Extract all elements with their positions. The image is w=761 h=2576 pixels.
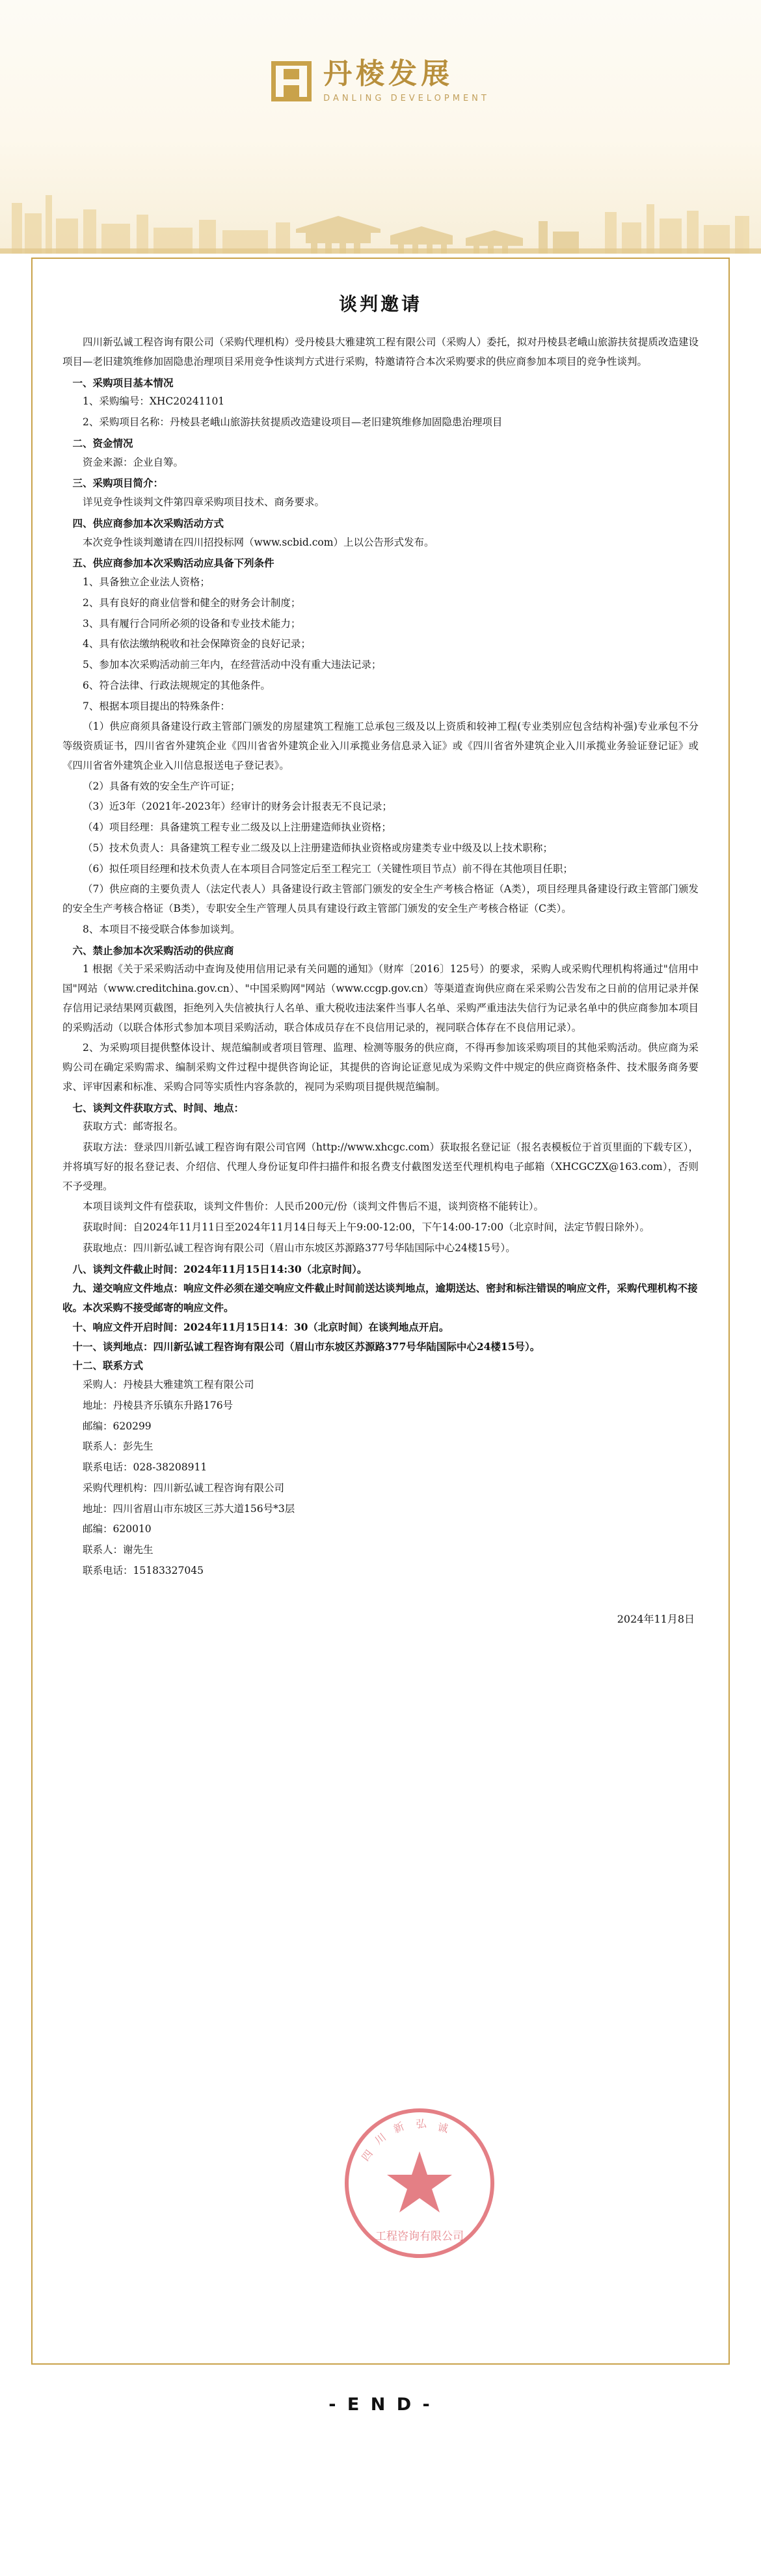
- section-heading: 十二、联系方式: [72, 1359, 144, 1372]
- section-line: 获取地点：四川新弘诚工程咨询有限公司（眉山市东坡区苏源路377号华陆国际中心24楼15号）。: [83, 1242, 516, 1254]
- section-line: 采购人：丹棱县大雅建筑工程有限公司: [83, 1379, 254, 1390]
- official-seal-icon: [338, 2102, 501, 2264]
- section-line: （4）项目经理：具备建筑工程专业二级及以上注册建造师执业资格；: [83, 821, 392, 833]
- section-heading: 四、供应商参加本次采购活动方式: [72, 516, 224, 529]
- section-line: 1、采购编号：XHC20241101: [83, 395, 225, 408]
- section-heading: 九、递交响应文件地点：响应文件必须在递交响应文件截止时间前送达谈判地点，逾期送达、密封和标注错误的响应文件，采购代理机构不接收。本次采购不接受邮寄的响应文件。: [62, 1282, 698, 1314]
- section-heading: 十、响应文件开启时间：2024年11月15日14：30（北京时间）在谈判地点开启。: [72, 1320, 449, 1333]
- section-line: （2）具备有效的安全生产许可证；: [83, 780, 241, 792]
- skyline-illustration-icon: [0, 176, 761, 254]
- section-line: （3）近3年（2021年-2023年）经审计的财务会计报表无不良记录；: [83, 801, 392, 813]
- section-line: （6）拟任项目经理和技术负责人在本项目合同签定后至工程完工（关键性项目节点）前不得在其他项目任职；: [83, 862, 573, 875]
- document-date: 2024年11月8日: [617, 1612, 695, 1625]
- section-line: 2、具有良好的商业信誉和健全的财务会计制度；: [83, 596, 301, 609]
- page-title: 谈判邀请: [338, 293, 422, 315]
- section-line: 获取方法：登录四川新弘诚工程咨询有限公司官网（http://www.xhcgc.com）获取报名登记证（报名表模板位于首页里面的下载专区），并将填写好的报名登记表、介绍信、代理人身份证复印件扫描件和报名费支付截图发送至代理机构电子邮箱（XHCGCZX@163.com），否则不予受理。: [62, 1141, 699, 1192]
- section-line: 3、具有履行合同所必须的设备和专业技术能力；: [83, 617, 301, 630]
- section-line: 本次竞争性谈判邀请在四川招投标网（www.scbid.com）上以公告形式发布。: [83, 536, 434, 548]
- section-line: 1 根据《关于采采购活动中查询及使用信用记录有关问题的通知》（财库〔2016〕125号）的要求，采购人或采购代理机构将通过"信用中国"网站（www.creditchina.gov.cn）、"中国采购网"网站（www.ccgp.gov.cn）等渠道查询供应商在采采购公告发布之日前的信用记录并保存信用记录结果网页截图，拒绝列入失信被执行人名单、重大税收违法案件当事人名单、采购严重违法失信行为记录名单中的供应商参加本项目的采购活动（以联合体形式参加本项目采购活动，联合体成员存在不良信用记录的，视同联合体存在不良信用记录）。: [62, 963, 699, 1033]
- section-line: 4、具有依法缴纳税收和社会保障资金的良好记录；: [83, 638, 311, 650]
- section-heading: 七、谈判文件获取方式、时间、地点：: [72, 1101, 245, 1114]
- section-line: 地址：四川省眉山市东坡区三苏大道156号*3层: [83, 1502, 295, 1515]
- intro-paragraph: 四川新弘诚工程咨询有限公司（采购代理机构）受丹棱县大雅建筑工程有限公司（采购人）委托，拟对丹棱县老峨山旅游扶贫提质改造建设项目—老旧建筑维修加固隐患治理项目采用竞争性谈判方式进行采购，特邀请符合本次采购要求的供应商参加本项目的竞争性谈判。: [62, 336, 699, 367]
- section-line: 8、本项目不接受联合体参加谈判。: [83, 923, 241, 935]
- section-line: （1）供应商须具备建设行政主管部门颁发的房屋建筑工程施工总承包三级及以上资质和较神工程(专业类别应包含结构补强)专业承包不分等级资质证书，四川省省外建筑企业《四川省省外建筑企业入川承揽业务信息录入证》或《四川省省外建筑企业入川承揽业务验证登记证》或《四川省省外建筑企业入川信息报送电子登记表》。: [62, 721, 699, 771]
- section-line: 2、为采购项目提供整体设计、规范编制或者项目管理、监理、检测等服务的供应商，不得再参加该采购项目的其他采购活动。供应商为采购公司在确定采购需求、编制采购文件过程中提供咨询论证，其提供的咨询论证意见成为采购文件中规定的供应商资格条件、技术服务商务要求、评审因素和标准、采购合同等实质性内容条款的，视同为采购项目提供规范编制。: [62, 1042, 699, 1093]
- section-heading: 五、供应商参加本次采购活动应具备下列条件: [72, 557, 274, 570]
- page-banner: [0, 0, 761, 254]
- section-line: 获取时间：自2024年11月11日至2024年11月14日每天上午9:00-12:00，下午14:00-17:00（北京时间，法定节假日除外）。: [83, 1221, 650, 1233]
- section-line: （7）供应商的主要负责人（法定代表人）具备建设行政主管部门颁发的安全生产考核合格证（A类），项目经理具备建设行政主管部门颁发的安全生产考核合格证（B类），专职安全生产管理人员具有建设行政主管部门颁发的安全生产考核合格证（C类）。: [62, 883, 699, 914]
- section-line: 获取方式：邮寄报名。: [83, 1121, 184, 1133]
- section-line: 5、参加本次采购活动前三年内，在经营活动中没有重大违法记录；: [83, 659, 382, 671]
- company-logo: [0, 59, 761, 103]
- svg-text:诚: 诚: [436, 2121, 449, 2135]
- section-line: 采购代理机构：四川新弘诚工程咨询有限公司: [83, 1481, 285, 1494]
- section-line: 本项目谈判文件有偿获取，谈判文件售价：人民币200元/份（谈判文件售后不退，谈判资格不能转让）。: [83, 1201, 544, 1213]
- section-heading: 二、资金情况: [72, 436, 133, 449]
- section-heading: 六、禁止参加本次采购活动的供应商: [72, 944, 234, 957]
- svg-text:新: 新: [391, 2119, 407, 2136]
- section-line: 联系人：彭先生: [83, 1441, 154, 1453]
- end-mark: - E N D -: [328, 2395, 433, 2415]
- section-line: 7、根据本项目提出的特殊条件：: [83, 700, 230, 712]
- section-heading: 三、采购项目简介：: [72, 477, 164, 490]
- section-line: 详见竞争性谈判文件第四章采购项目技术、商务要求。: [83, 496, 325, 508]
- section-line: 联系人：谢先生: [83, 1544, 154, 1556]
- section-line: 邮编：620299: [83, 1420, 152, 1432]
- section-line: （5）技术负责人：具备建筑工程专业二级及以上注册建造师执业资格或房建类专业中级及以上技术职称；: [83, 842, 553, 854]
- svg-text:川: 川: [372, 2131, 389, 2147]
- section-heading: 十一、谈判地点：四川新弘诚工程咨询有限公司（眉山市东坡区苏源路377号华陆国际中心24楼15号）。: [72, 1340, 541, 1353]
- section-line: 联系电话：15183327045: [83, 1564, 204, 1576]
- logo-title-cn: 丹棱发展: [323, 57, 454, 90]
- logo-title-en: DANLING DEVELOPMENT: [323, 94, 490, 104]
- section-line: 1、具备独立企业法人资格；: [83, 576, 210, 588]
- section-line: 邮编：620010: [83, 1523, 152, 1535]
- svg-text:四: 四: [359, 2147, 376, 2164]
- svg-text:弘: 弘: [415, 2117, 427, 2131]
- section-heading: 一、采购项目基本情况: [72, 376, 174, 389]
- document-frame: [31, 258, 730, 2365]
- logo-text-block: [323, 59, 490, 103]
- section-line: 地址：丹棱县齐乐镇东升路176号: [83, 1399, 234, 1411]
- svg-text:工程咨询有限公司: 工程咨询有限公司: [375, 2230, 464, 2243]
- danling-logo-mark-icon: [271, 61, 312, 101]
- section-line: 6、符合法律、行政法规规定的其他条件。: [83, 679, 271, 691]
- section-line: 资金来源：企业自筹。: [83, 456, 184, 468]
- section-heading: 八、谈判文件截止时间：2024年11月15日14:30（北京时间）。: [72, 1262, 367, 1275]
- section-line: 2、采购项目名称：丹棱县老峨山旅游扶贫提质改造建设项目—老旧建筑维修加固隐患治理项目: [83, 416, 503, 428]
- section-line: 联系电话：028-38208911: [83, 1461, 207, 1473]
